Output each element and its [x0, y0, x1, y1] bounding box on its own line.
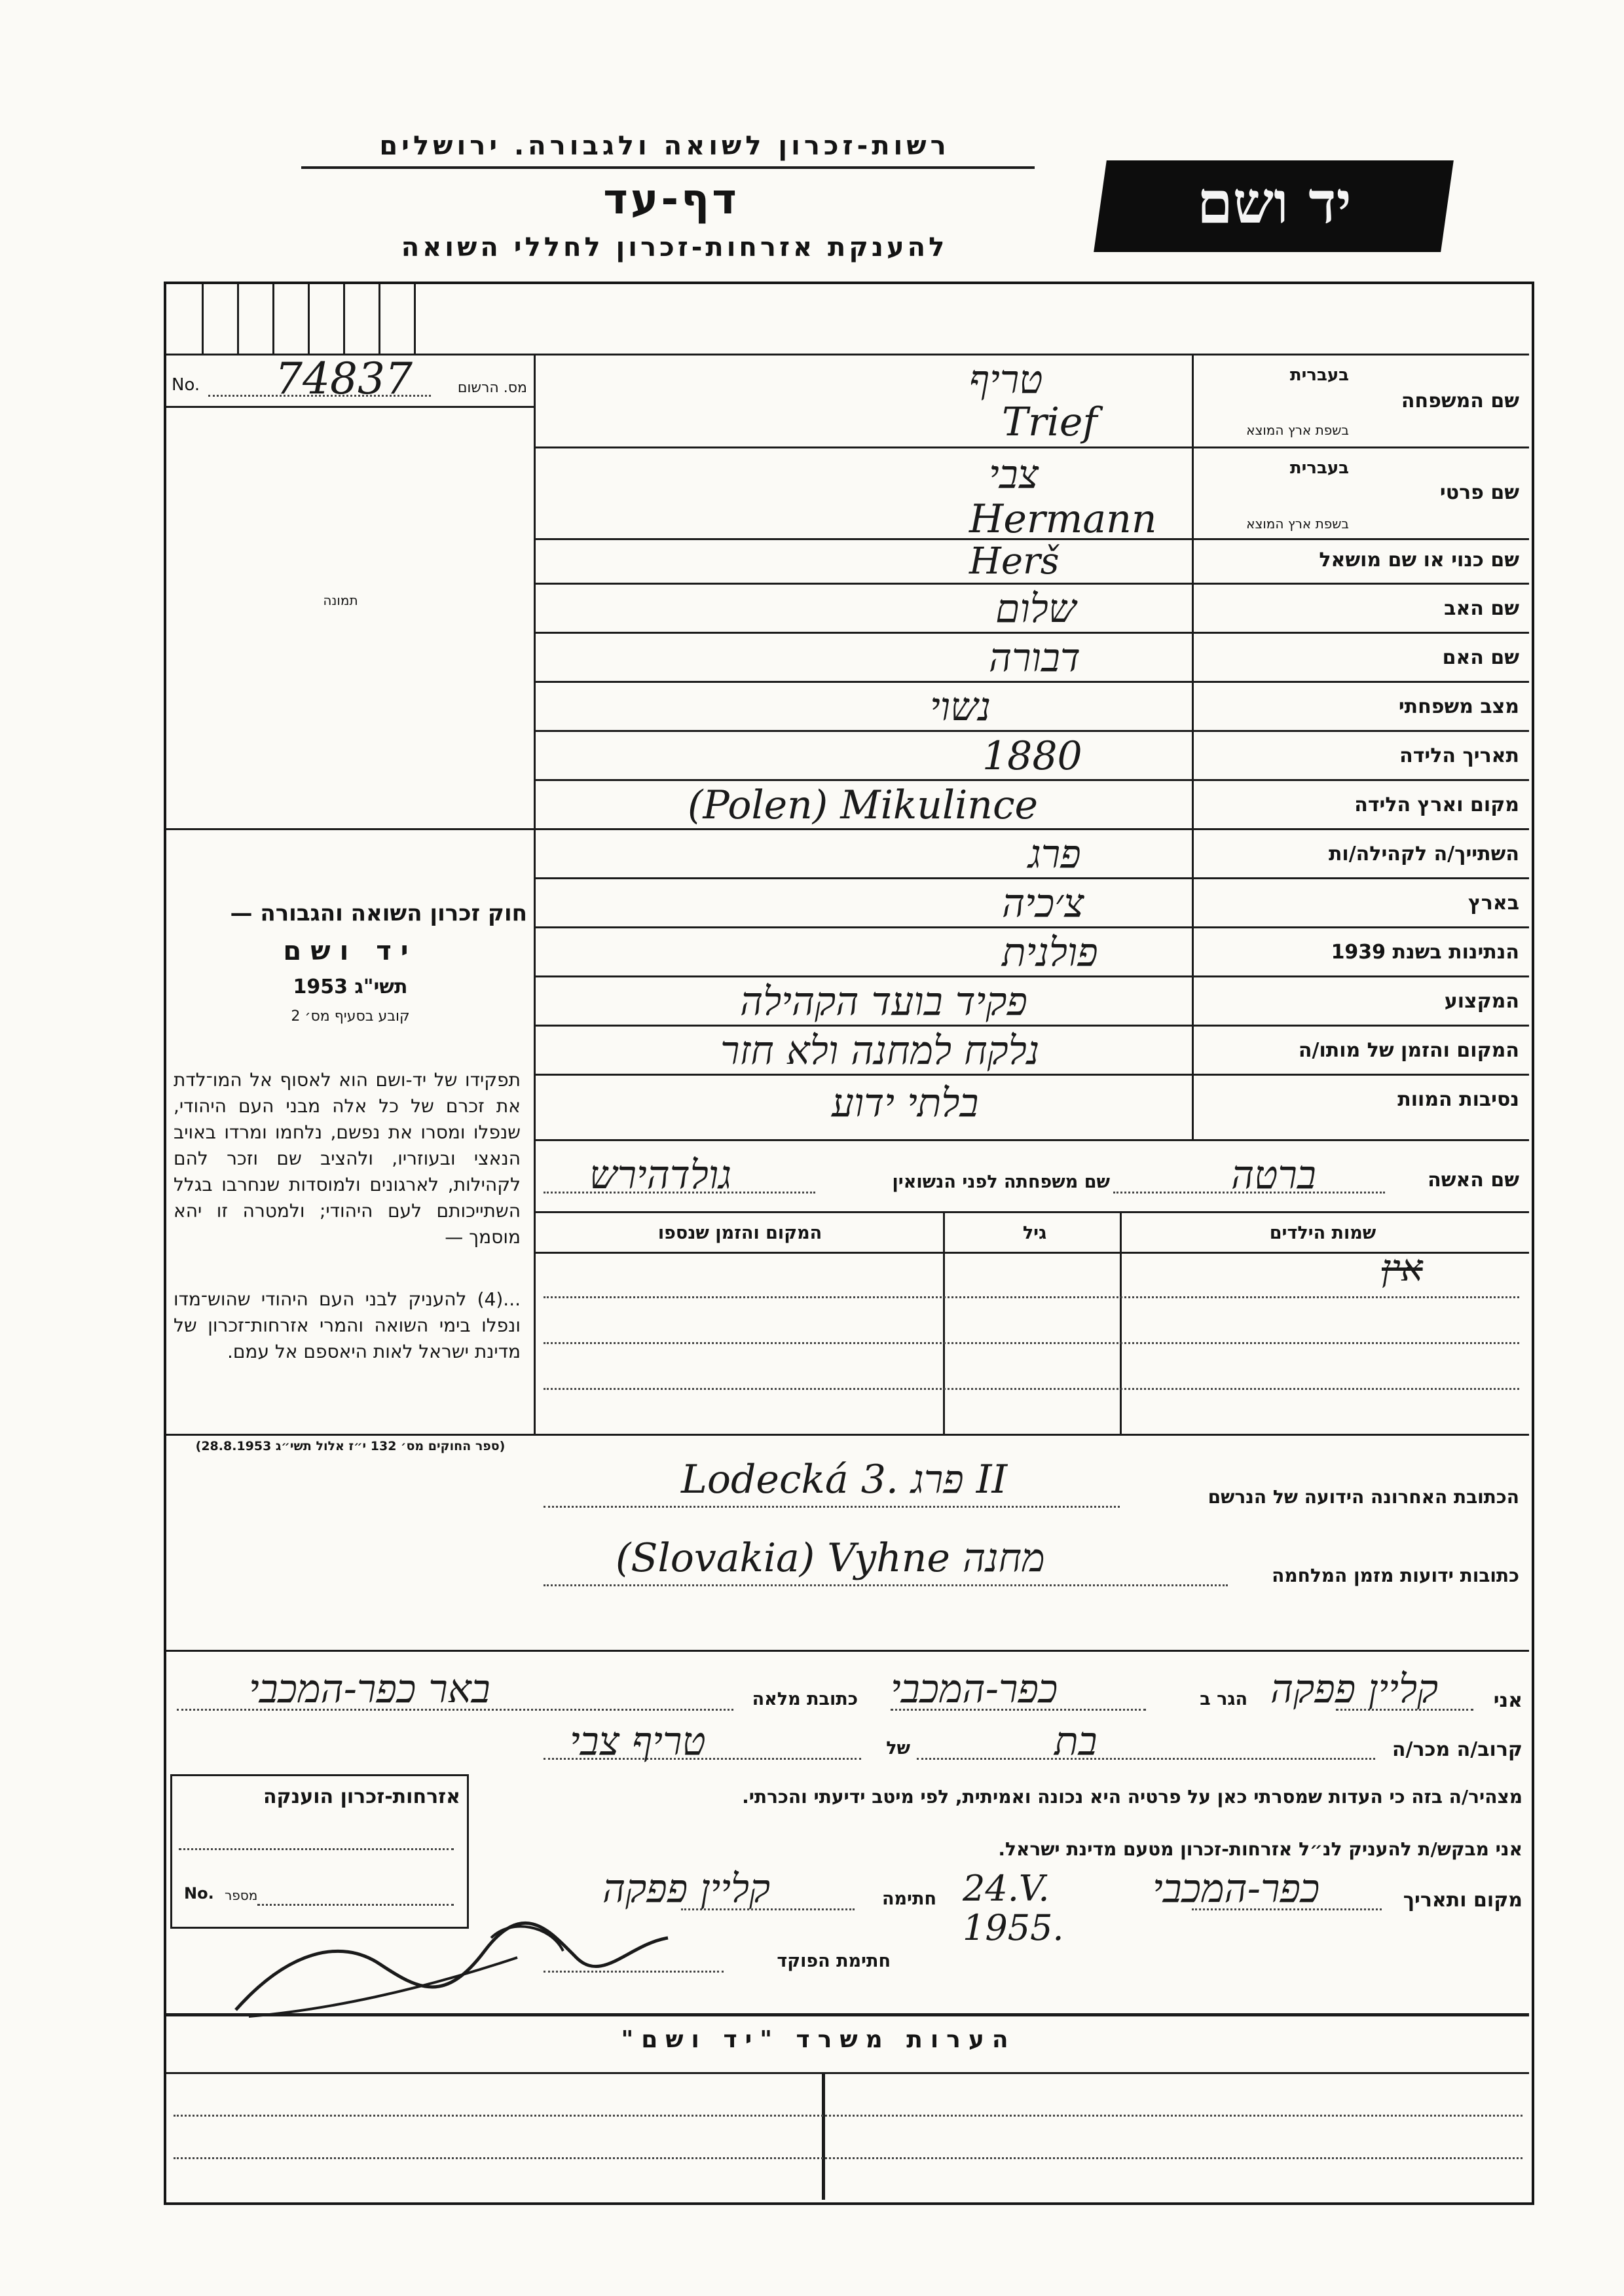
family-name-local: Trief — [1002, 399, 1098, 445]
strip-cell — [343, 284, 345, 354]
children-col-divider — [1120, 1211, 1122, 1434]
wife-maiden-name: גולדהירש — [589, 1152, 732, 1198]
left-column-divider — [534, 354, 536, 1434]
declarant-residence: כפר-המכבי — [891, 1666, 1058, 1712]
last-address-dots — [544, 1506, 1120, 1508]
death-place-value: נלקח למחנה ולא חזר — [720, 1028, 1040, 1074]
first-name-local: Hermann — [969, 496, 1157, 542]
strip-cell — [414, 284, 416, 354]
citizenship-box-no: No. — [184, 1884, 214, 1903]
citizenship-box-dots — [179, 1848, 454, 1850]
photo-label: תמונה — [323, 592, 358, 608]
children-header-line — [534, 1252, 1529, 1254]
death-place-label: המקום והזמן של מותו/ה — [1298, 1039, 1519, 1062]
declarant-signature: קליין פפקה — [602, 1866, 771, 1912]
war-address-value: (Slovakia) Vyhne מחנה — [616, 1535, 1045, 1581]
registration-line — [166, 406, 534, 408]
community-value: פרג — [1028, 831, 1081, 877]
yad-vashem-logo — [1094, 160, 1454, 252]
citizenship-box-no-dots — [257, 1904, 454, 1906]
children-col-divider — [943, 1211, 945, 1434]
signature-label: חתימה — [881, 1889, 936, 1909]
wife-name: ברטה — [1231, 1152, 1316, 1198]
birth-date-value: 1880 — [982, 733, 1082, 779]
war-address-dots — [544, 1584, 1228, 1586]
children-row-dots — [544, 1296, 1519, 1298]
row-line — [534, 681, 1529, 683]
section-line — [166, 1650, 1529, 1652]
row-line — [534, 975, 1529, 977]
law-text-2: ...(4) להעניק לבני העם היהודי שהוש־מדו ונפלו בימי השואה והמרי אזרחות־זכרון של מדינת ישראל לאות היאספם אל עמם. — [174, 1288, 521, 1362]
family-name-hebrew: טריף — [969, 357, 1043, 403]
children-entry: אין — [1382, 1247, 1423, 1290]
nickname-value: Herš — [969, 540, 1060, 583]
birth-place-value: (Polen) Mikulince — [688, 782, 1039, 828]
remarks-divider — [822, 2072, 825, 2200]
registration-label: מס. הרשום — [457, 380, 527, 396]
declarant-relative-label: קרוב/ה מכר/ה — [1392, 1738, 1522, 1761]
row-line — [534, 730, 1529, 732]
first-name-local-label: בשפת ארץ המוצא — [1246, 516, 1349, 532]
row-line — [534, 446, 1529, 448]
mother-label: שם האם — [1442, 646, 1519, 669]
registration-no-label: No. — [172, 375, 200, 395]
first-name-label: שם פרטי — [1439, 481, 1519, 504]
section-line — [166, 1434, 1529, 1436]
declarant-residing-label: הגר ב — [1200, 1689, 1247, 1709]
remarks-line — [166, 2013, 1529, 2016]
family-name-label: שם המשפחה — [1401, 390, 1519, 412]
row-line — [534, 1025, 1529, 1027]
authority-line: רשות-זכרון לשואה ולגבורה. ירושלים — [379, 131, 950, 161]
row-line — [534, 926, 1529, 928]
children-col-names: שמות הילדים — [1269, 1223, 1376, 1243]
declarant-i-label: אני — [1493, 1689, 1522, 1712]
last-address-label: הכתובת האחרונה הידועה של הנרשם — [1208, 1486, 1519, 1508]
declarant-relation: בת — [1054, 1719, 1098, 1764]
row-line — [534, 828, 1529, 830]
declarant-address-label: כתובת מלאה — [752, 1689, 858, 1709]
family-name-local-label: בשפת ארץ המוצא — [1246, 422, 1349, 438]
marital-status-label: מצב משפחתי — [1398, 695, 1519, 718]
citizenship-value: פולנית — [1002, 930, 1098, 975]
law-year: תשי"ג 1953 — [293, 975, 408, 998]
law-text-1: תפקידו של יד-ושם הוא לאסוף אל המו־לדת את זכרם של כל אלה מבני העם היהודי, שנפלו ומסרו את נפשם, נלחמו ומרדו באויב הנאצי ובעוזריו, ולהציב שם וזכר להם לקהילות, לארגונים ולמוסדות שנחרבו בגלל השתייכותם לעם היהודי; ולמטרה זו יהא מוסמך — — [174, 1069, 521, 1248]
remarks-line — [166, 2072, 1529, 2074]
last-address-value: Lodecká 3. פרג II — [681, 1457, 1008, 1503]
birth-place-label: מקום וארץ הלידה — [1354, 793, 1519, 816]
strip-cell — [308, 284, 310, 354]
war-address-label: כתובות ידועות מזמן המלחמה — [1272, 1565, 1519, 1586]
strip-cell — [272, 284, 274, 354]
community-label: השתייך/ה לקהילה/ות — [1328, 843, 1519, 866]
row-line — [534, 1139, 1529, 1141]
children-col-place: המקום והזמן שנספו — [657, 1223, 822, 1243]
citizenship-label: הנתינות בשנת 1939 — [1331, 941, 1519, 964]
marital-status-value: נשוי — [930, 684, 991, 730]
strip-cell — [237, 284, 239, 354]
first-name-hebrew: צבי — [989, 452, 1039, 498]
strip-cell — [378, 284, 380, 354]
row-line — [534, 632, 1529, 634]
declaration-text-2: אני מבקש/ת להעניק לנ״ל אזרחות-זכרון מטעם מדינת ישראל. — [998, 1838, 1522, 1860]
country-value: צ׳כיה — [1002, 881, 1084, 926]
children-row-dots — [544, 1388, 1519, 1390]
officer-signature-label: חתימת הפוקד — [777, 1951, 891, 1971]
declarant-name: קליין פפקה — [1270, 1666, 1439, 1712]
strip-cell — [202, 284, 204, 354]
label-column-divider — [1192, 354, 1194, 1139]
officer-signature-scribble — [210, 1912, 681, 2030]
first-name-hebrew-label: בעברית — [1289, 458, 1349, 478]
row-line — [534, 1074, 1529, 1076]
declaration-text-1: מצהיר/ה בזה כי העדות שמסרתי כאן על פרטיה היא נכונה ואמיתית, לפי מיטב ידיעתי והכרתי. — [742, 1786, 1522, 1808]
law-name: יד ושם — [283, 936, 418, 966]
remarks-dots — [174, 2157, 1522, 2159]
children-col-age: גיל — [1022, 1223, 1047, 1243]
mother-value: דבורה — [989, 635, 1080, 681]
declaration-date: 24.V. 1955. — [963, 1868, 1064, 1948]
nickname-label: שם כנוי או שם מושאל — [1319, 549, 1519, 572]
authority-underline — [301, 166, 1035, 169]
place-date-label: מקום ותאריך — [1403, 1889, 1522, 1912]
father-label: שם האב — [1444, 597, 1519, 620]
children-row-dots — [544, 1342, 1519, 1344]
death-circumstances-value: בלתי ידוע — [832, 1080, 979, 1126]
logo-text: יד ושם — [1196, 168, 1352, 236]
father-value: שלום — [995, 586, 1077, 632]
remarks-dots — [174, 2115, 1522, 2117]
law-heading: חוק זכרון השואה והגבורה — — [230, 900, 527, 926]
form-title: דף-עד — [603, 175, 739, 224]
declarant-of-name: טריף צבי — [570, 1719, 706, 1764]
birth-date-label: תאריך הלידה — [1399, 744, 1519, 767]
family-name-hebrew-label: בעברית — [1289, 365, 1349, 385]
citizenship-box — [170, 1774, 469, 1929]
row-line — [534, 1211, 1529, 1213]
wife-maiden-label: שם משפחתה לפני הנשואין — [892, 1172, 1110, 1192]
law-clause: קובע בסעיף מס׳ 2 — [291, 1008, 410, 1025]
death-circumstances-label: נסיבות המוות — [1397, 1088, 1519, 1111]
declarant-relation-dots — [917, 1758, 1375, 1760]
citizenship-box-title: אזרחות-זכרון הוענקה — [263, 1785, 460, 1808]
profession-label: המקצוע — [1444, 990, 1519, 1013]
law-citation: (ספר החוקים מס׳ 132 י״ז אלול תשי״ג 28.8.1953) — [195, 1439, 506, 1453]
form-subtitle: להענקת אזרחות-זכרון לחללי השואה — [401, 232, 948, 263]
registration-number: 74837 — [275, 354, 413, 404]
declarant-address: באר כפר-המכבי — [249, 1666, 490, 1712]
photo-line — [166, 828, 534, 830]
country-label: בארץ — [1467, 892, 1519, 915]
declarant-of-label: של — [886, 1738, 910, 1758]
row-line — [534, 583, 1529, 585]
row-line — [534, 877, 1529, 879]
remarks-title: הערות משרד "יד ושם" — [621, 2026, 1016, 2053]
declarant-place: כפר-המכבי — [1153, 1866, 1320, 1912]
row-line — [534, 779, 1529, 781]
citizenship-box-no-he: מספר — [225, 1887, 258, 1903]
wife-label: שם האשה — [1428, 1169, 1519, 1192]
profession-value: פקיד בועד הקהילה — [740, 979, 1027, 1025]
